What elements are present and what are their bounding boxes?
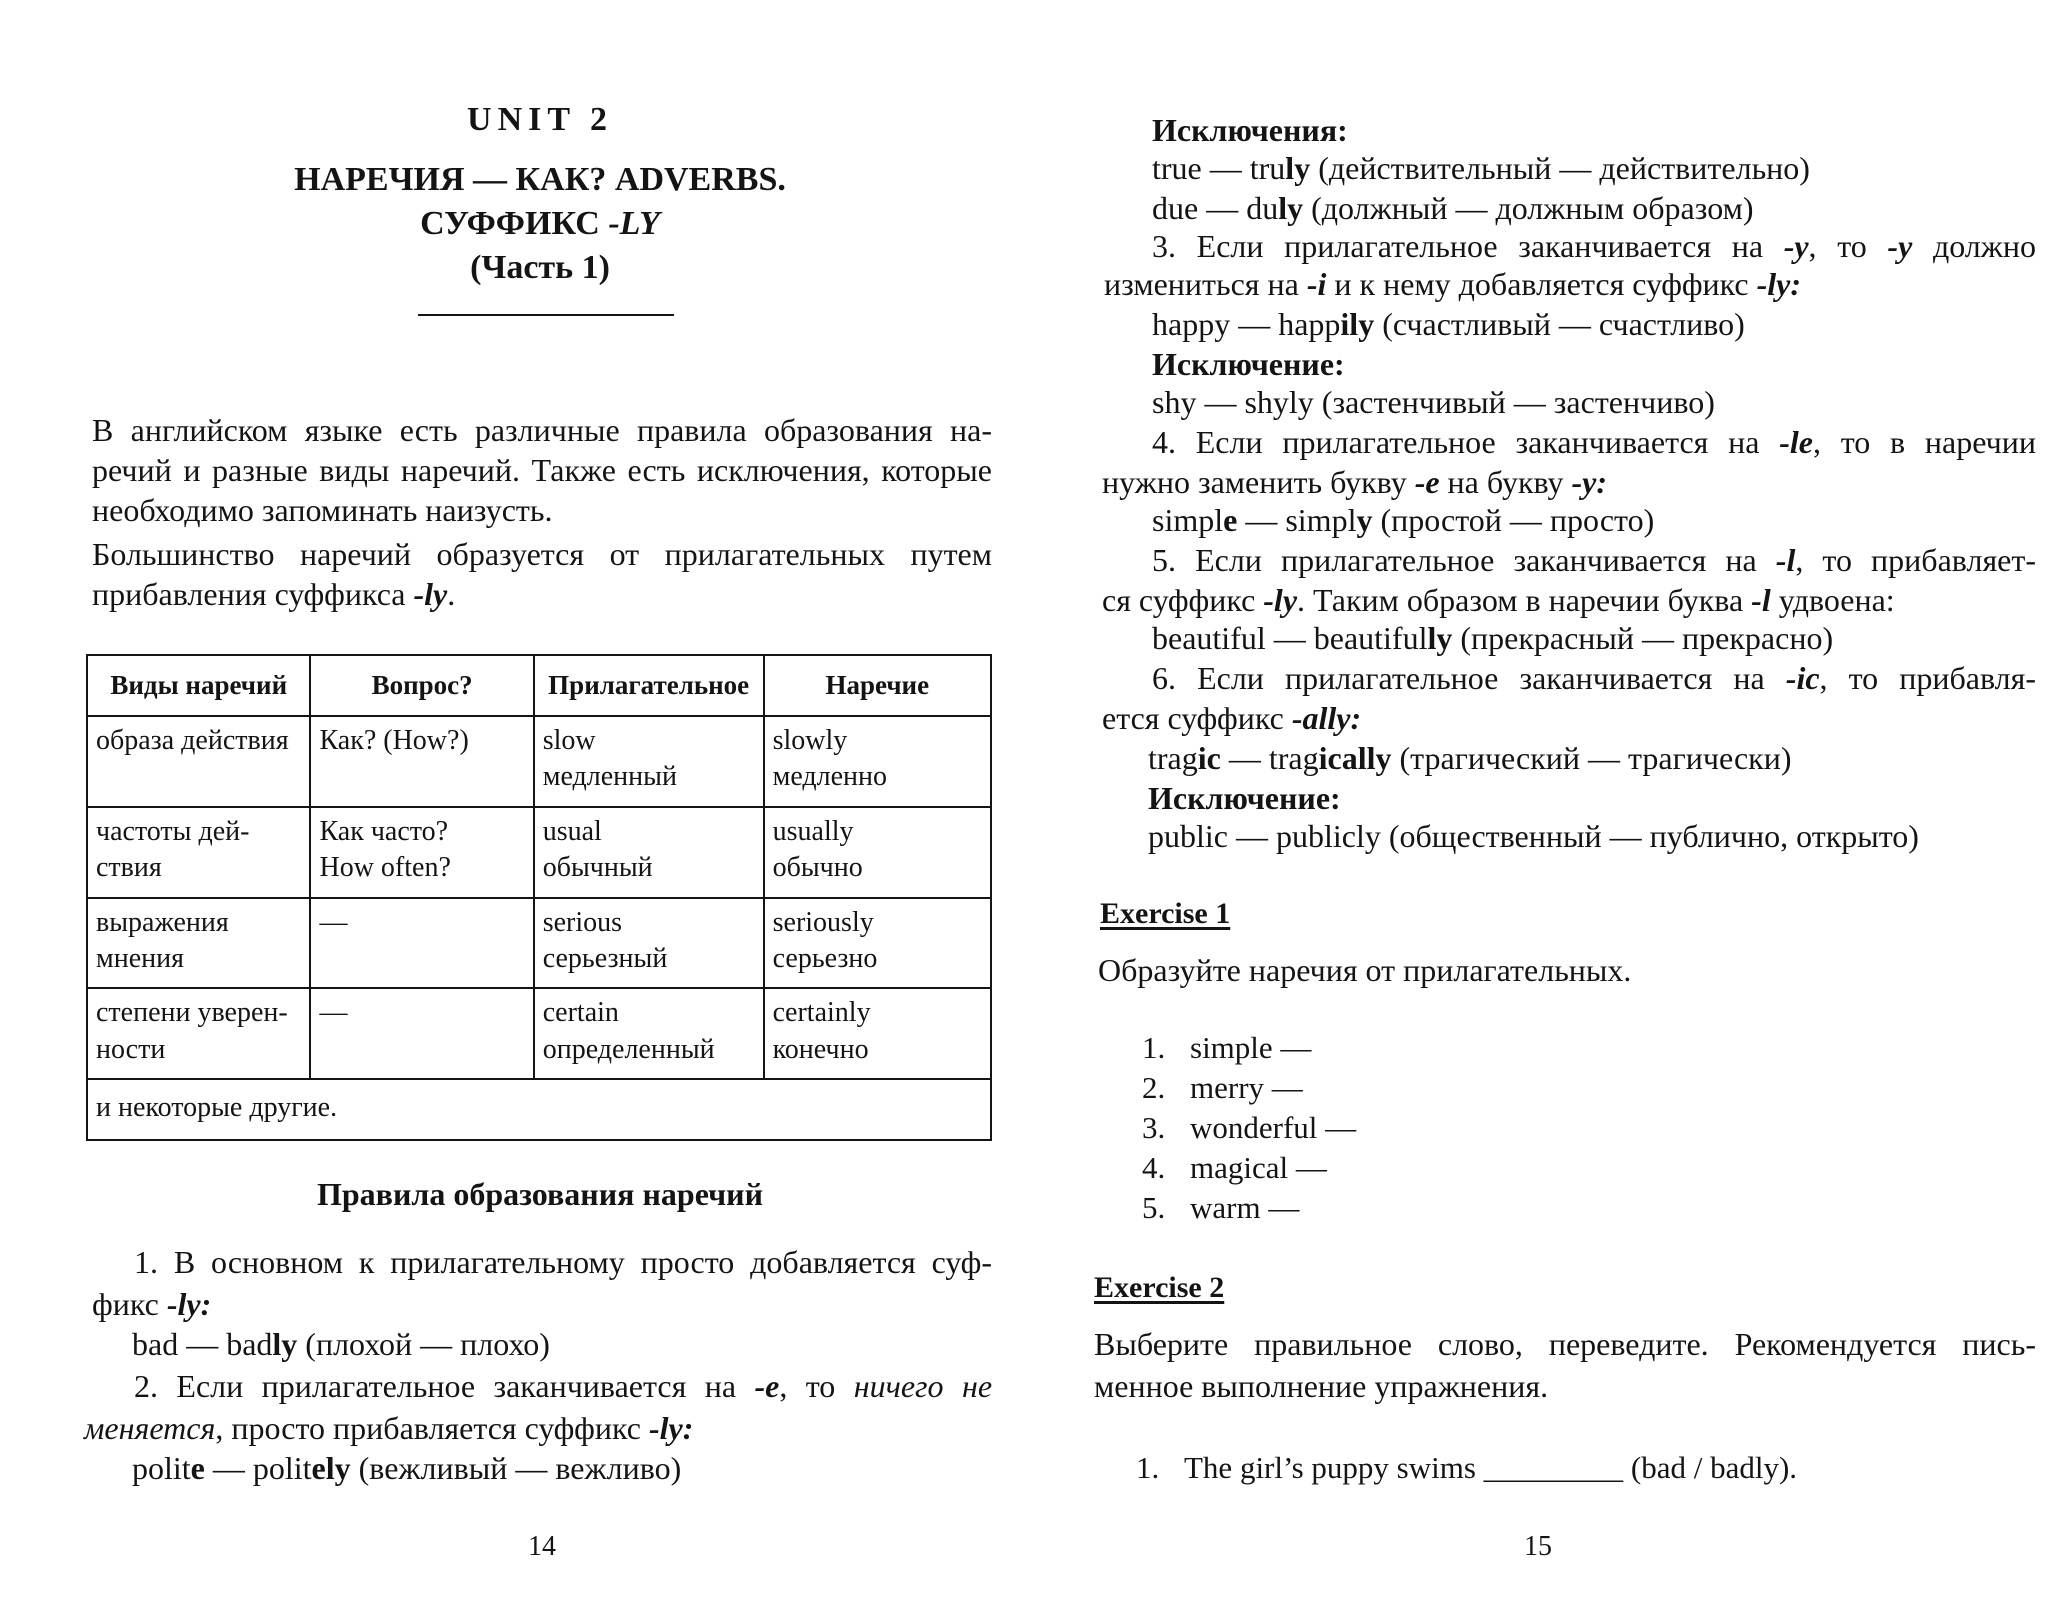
rule-3-line-2: измениться на -i и к нему добавляется суффикс -ly: bbox=[1104, 266, 1802, 302]
cell-question: Как? (How?) bbox=[310, 716, 533, 807]
chapter-title-line3: (Часть 1) bbox=[470, 249, 610, 286]
cell-type: степени уверен- ности bbox=[87, 988, 310, 1079]
adverb-types-table bbox=[86, 654, 992, 1141]
header-adverb-types: Виды наречий bbox=[87, 655, 310, 716]
unit-heading: UNIT 2 bbox=[467, 101, 613, 138]
example-beautiful: beautiful — beautifully (прекрасный — прекрасно) bbox=[1152, 620, 1834, 656]
table-footer-row bbox=[87, 1079, 991, 1139]
cell-adverb: usually обычно bbox=[764, 807, 991, 898]
exercise-2-title: Exercise 2 bbox=[1094, 1271, 1225, 1304]
chapter-title-line1: НАРЕЧИЯ — КАК? ADVERBS. bbox=[294, 161, 786, 198]
exception-label-public: Исключение: bbox=[1148, 780, 1341, 816]
example-happy: happy — happily (счастливый — счастливо) bbox=[1152, 306, 1745, 342]
exercise-1-item: 2. merry — bbox=[1142, 1070, 1303, 1105]
exercise-1-title: Exercise 1 bbox=[1100, 897, 1231, 930]
rule-6-line-1: 6. Если прилагательное заканчивается на -ic, то прибавля- bbox=[1152, 660, 2037, 696]
intro-line-3: необходимо запоминать наизусть. bbox=[92, 492, 553, 528]
table-row bbox=[87, 898, 991, 989]
page-number-right: 15 bbox=[1524, 1531, 1552, 1562]
page-number-left: 14 bbox=[528, 1531, 556, 1562]
rule-5-line-1: 5. Если прилагательное заканчивается на -l, то прибавляет- bbox=[1152, 542, 2037, 578]
example-simple: simple — simply (простой — просто) bbox=[1152, 502, 1655, 538]
example-true: true — truly (действительный — действительно) bbox=[1152, 150, 1810, 186]
table-row bbox=[87, 716, 991, 807]
cell-type: выражения мнения bbox=[87, 898, 310, 989]
cell-adjective: slow медленный bbox=[534, 716, 764, 807]
example-tragic: tragic — tragically (трагический — трагически) bbox=[1148, 740, 1792, 776]
cell-question: — bbox=[310, 898, 533, 989]
example-bad: bad — badly (плохой — плохо) bbox=[132, 1326, 550, 1362]
exercise-1-item: 3. wonderful — bbox=[1142, 1110, 1357, 1145]
second-para-line-2: прибавления суффикса -ly. bbox=[92, 576, 456, 612]
cell-question: Как часто? How often? bbox=[310, 807, 533, 898]
rule-4-line-1: 4. Если прилагательное заканчивается на -le, то в наречии bbox=[1152, 424, 2037, 460]
cell-type: образа действия bbox=[87, 716, 310, 807]
intro-line-2: речий и разные виды наречий. Также есть исключения, которые bbox=[92, 452, 992, 488]
cell-adjective: certain определенный bbox=[534, 988, 764, 1079]
cell-adjective: serious серьезный bbox=[534, 898, 764, 989]
exception-label-shy: Исключение: bbox=[1152, 346, 1345, 382]
rule-5-line-2: ся суффикс -ly. Таким образом в наречии буква -l удвоена: bbox=[1102, 582, 1895, 618]
cell-adverb: certainly конечно bbox=[764, 988, 991, 1079]
cell-type: частоты дей- ствия bbox=[87, 807, 310, 898]
exercise-1-item: 4. magical — bbox=[1142, 1150, 1327, 1185]
example-shy: shy — shyly (застенчивый — застенчиво) bbox=[1152, 384, 1715, 420]
exceptions-label: Исключения: bbox=[1152, 112, 1348, 148]
exercise-1-item: 1. simple — bbox=[1142, 1030, 1312, 1065]
rule-3-line-1: 3. Если прилагательное заканчивается на -y, то -y должно bbox=[1152, 228, 2036, 264]
cell-question: — bbox=[310, 988, 533, 1079]
rule-4-line-2: нужно заменить букву -e на букву -y: bbox=[1102, 464, 1608, 500]
rule-2-line-2: меняется, просто прибавляется суффикс -ly: bbox=[84, 1410, 694, 1446]
chapter-title-line2: СУФФИКС -LY bbox=[420, 205, 660, 242]
exercise-1-instruction: Образуйте наречия от прилагательных. bbox=[1098, 952, 1632, 988]
title-divider bbox=[418, 314, 674, 316]
exercise-2-instruction-line-1: Выберите правильное слово, переведите. Рекомендуется пись- bbox=[1094, 1326, 2036, 1362]
rule-6-line-2: ется суффикс -ally: bbox=[1102, 700, 1362, 736]
header-adverb: Наречие bbox=[764, 655, 991, 716]
header-adjective: Прилагательное bbox=[534, 655, 764, 716]
example-public: public — publicly (общественный — публично, открыто) bbox=[1148, 818, 1919, 854]
table-row bbox=[87, 807, 991, 898]
intro-line-1: В английском языке есть различные правила образования на- bbox=[92, 412, 992, 448]
rule-1-line-1: 1. В основном к прилагательному просто добавляется суф- bbox=[134, 1244, 992, 1280]
table-footer-cell: и некоторые другие. bbox=[87, 1079, 991, 1139]
cell-adverb: slowly медленно bbox=[764, 716, 991, 807]
example-polite: polite — politely (вежливый — вежливо) bbox=[132, 1450, 682, 1486]
rule-1-line-2: фикс -ly: bbox=[92, 1286, 212, 1322]
exercise-2-item: 1. The girl’s puppy swims _________ (bad / badly). bbox=[1136, 1450, 1798, 1485]
rule-2-line-1: 2. Если прилагательное заканчивается на -e, то ничего не bbox=[134, 1368, 993, 1404]
exercise-1-item: 5. warm — bbox=[1142, 1190, 1300, 1225]
exercise-2-instruction-line-2: менное выполнение упражнения. bbox=[1094, 1368, 1549, 1404]
cell-adverb: seriously серьезно bbox=[764, 898, 991, 989]
example-due: due — duly (должный — должным образом) bbox=[1152, 190, 1754, 226]
table-row bbox=[87, 988, 991, 1079]
rules-heading: Правила образования наречий bbox=[316, 1176, 764, 1212]
second-para-line-1: Большинство наречий образуется от прилагательных путем bbox=[92, 536, 992, 572]
right-page bbox=[1036, 0, 2072, 1598]
table-header-row bbox=[87, 655, 991, 716]
header-question: Вопрос? bbox=[310, 655, 533, 716]
cell-adjective: usual обычный bbox=[534, 807, 764, 898]
